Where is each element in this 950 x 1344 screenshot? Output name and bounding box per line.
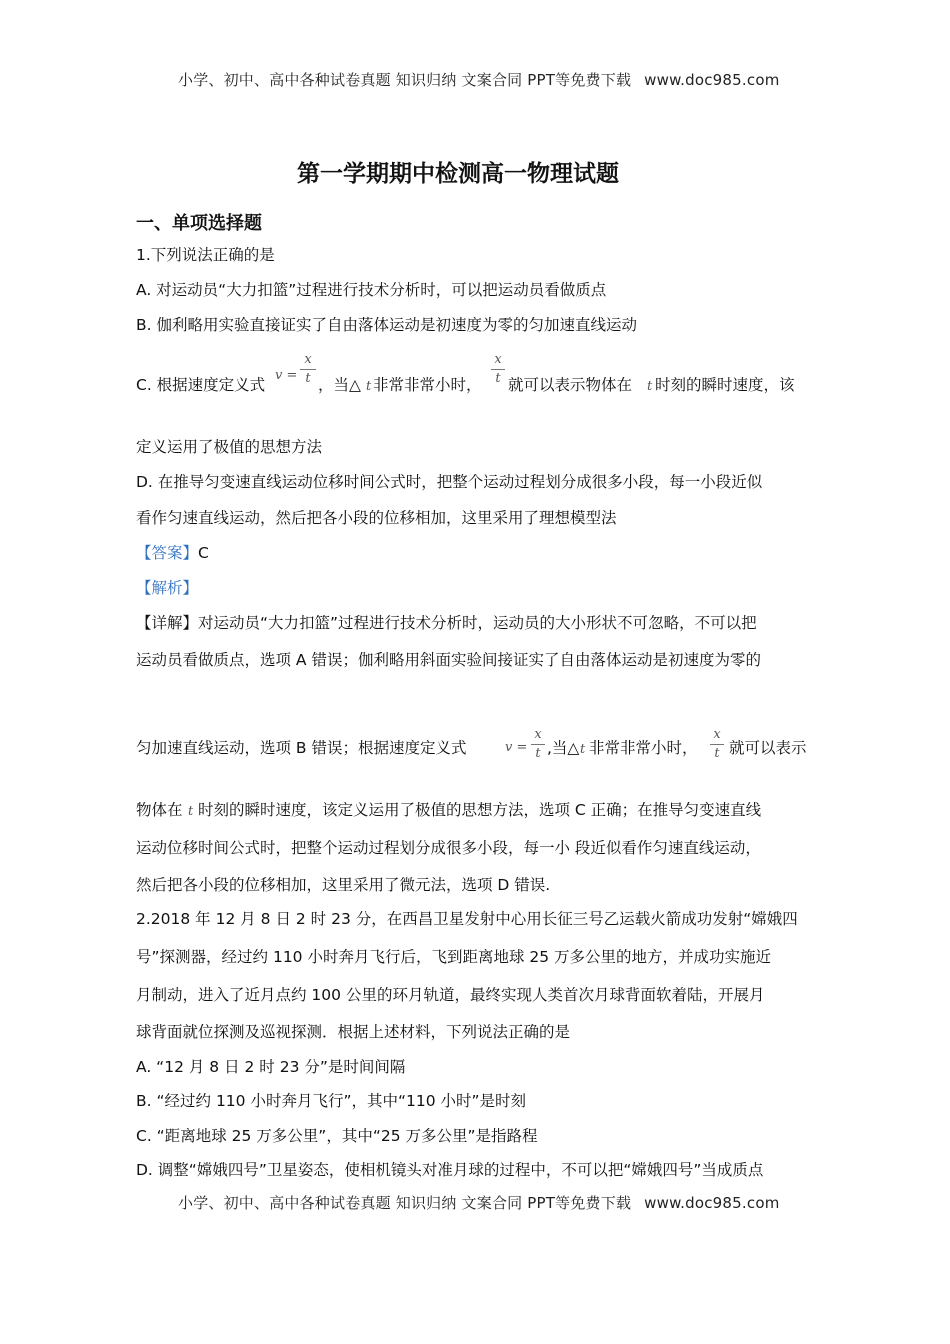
detail-line5: 运动位移时间公式时，把整个运动过程划分成很多小段，每一小 段近似看作匀速直线运动，: [136, 839, 761, 857]
formula-v-eq: v =: [275, 368, 298, 383]
q2-line1: 2.2018 年 12 月 8 日 2 时 23 分，在西昌卫星发射中心用长征三号乙运载火箭成功发射“嫦娥四: [136, 910, 798, 928]
banner-text: 小学、初中、高中各种试卷真题 知识归纳 文案合同 PPT等免费下载: [178, 1194, 632, 1212]
header-banner: [178, 69, 780, 90]
formula-fraction-x-over-t: [300, 352, 316, 387]
formula-fraction-x-over-t: [710, 727, 724, 762]
q2-option-b: B. “经过约 110 小时奔月飞行”，其中“110 小时”是时刻: [136, 1092, 527, 1110]
fraction-denominator: t: [535, 746, 541, 761]
fraction-bar: [491, 369, 505, 370]
answer-value: C: [198, 544, 209, 562]
page-title: 第一学期期中检测高一物理试题: [297, 161, 619, 187]
fraction-denominator: t: [714, 746, 720, 761]
math-t: t: [188, 804, 194, 819]
q1-option-b: B. 伽利略用实验直接证实了自由落体运动是初速度为零的匀加速直线运动: [136, 316, 637, 334]
analysis-label: 【解析】: [136, 579, 199, 597]
detail-line6: 然后把各小段的位移相加，这里采用了微元法，选项 D 错误.: [136, 876, 551, 894]
q1-option-d-line2: 看作匀速直线运动，然后把各小段的位移相加，这里采用了理想模型法: [136, 509, 617, 527]
math-t: t: [647, 379, 653, 394]
q1-stem: 1.下列说法正确的是: [136, 246, 275, 264]
q2-option-d: D. 调整“嫦娥四号”卫星姿态，使相机镜头对准月球的过程中，不可以把“嫦娥四号”当成质点: [136, 1161, 764, 1179]
answer-label: 【答案】: [136, 544, 199, 562]
q2-line4: 球背面就位探测及巡视探测．根据上述材料，下列说法正确的是: [136, 1023, 571, 1041]
banner-site: www.doc985.com: [644, 1194, 780, 1212]
fraction-denominator: t: [305, 371, 311, 386]
fraction-denominator: t: [495, 371, 501, 386]
fraction-numerator: x: [534, 727, 542, 742]
fraction-numerator: x: [494, 352, 502, 367]
banner-site: www.doc985.com: [644, 71, 780, 89]
banner-text: 小学、初中、高中各种试卷真题 知识归纳 文案合同 PPT等免费下载: [178, 71, 632, 89]
formula-fraction-x-over-t: [531, 727, 545, 762]
fraction-numerator: x: [304, 352, 312, 367]
q1-option-a: A. 对运动员“大力扣篮”过程进行技术分析时，可以把运动员看做质点: [136, 281, 607, 299]
fraction-bar: [710, 744, 724, 745]
section-heading: 一、单项选择题: [136, 213, 262, 234]
math-t: t: [366, 379, 372, 394]
detail-line2: 运动员看做质点，选项 A 错误；伽利略用斜面实验间接证实了自由落体运动是初速度为零的: [136, 651, 761, 669]
q1-option-c-text2: ，当△: [318, 376, 361, 394]
detail-line1: 【详解】对运动员“大力扣篮”过程进行技术分析时，运动员的大小形状不可忽略，不可以把: [136, 614, 757, 632]
q2-line3: 月制动，进入了近月点约 100 公里的环月轨道，最终实现人类首次月球背面软着陆，开展月: [136, 986, 765, 1004]
formula-fraction-x-over-t: [491, 352, 505, 387]
formula-v-eq: v =: [505, 740, 528, 755]
detail-line3-text4: 就可以表示: [729, 739, 807, 757]
q1-option-c-line2: 定义运用了极值的思想方法: [136, 438, 323, 456]
q1-option-c-text5: 时刻的瞬时速度，该: [655, 376, 795, 394]
fraction-numerator: x: [713, 727, 721, 742]
fraction-bar: [300, 369, 316, 370]
detail-line4-text2: 时刻的瞬时速度，该定义运用了极值的思想方法，选项 C 正确；在推导匀变速直线: [198, 801, 762, 819]
fraction-bar: [531, 744, 545, 745]
detail-line3-text3: 非常非常小时，: [589, 739, 698, 757]
footer-banner: [178, 1192, 780, 1213]
detail-line4-text1: 物体在: [136, 801, 183, 819]
q1-answer: [136, 546, 209, 562]
q1-option-c-text4: 就可以表示物体在: [508, 376, 633, 394]
q2-option-c: C. “距离地球 25 万多公里”，其中“25 万多公里”是指路程: [136, 1127, 538, 1145]
q1-option-d-line1: D. 在推导匀变速直线运动位移时间公式时，把整个运动过程划分成很多小段，每一小段近似: [136, 473, 763, 491]
detail-line3-text1: 匀加速直线运动，选项 B 错误；根据速度定义式: [136, 739, 467, 757]
q1-option-c-text1: C. 根据速度定义式: [136, 376, 266, 394]
math-t: t: [580, 742, 586, 757]
detail-line3-text2: ,当△: [547, 739, 580, 757]
q2-line2: 号”探测器，经过约 110 小时奔月飞行后，飞到距离地球 25 万多公里的地方，并成功实施近: [136, 948, 772, 966]
q2-option-a: A. “12 月 8 日 2 时 23 分”是时间间隔: [136, 1058, 406, 1076]
q1-option-c-text3: 非常非常小时，: [373, 376, 482, 394]
